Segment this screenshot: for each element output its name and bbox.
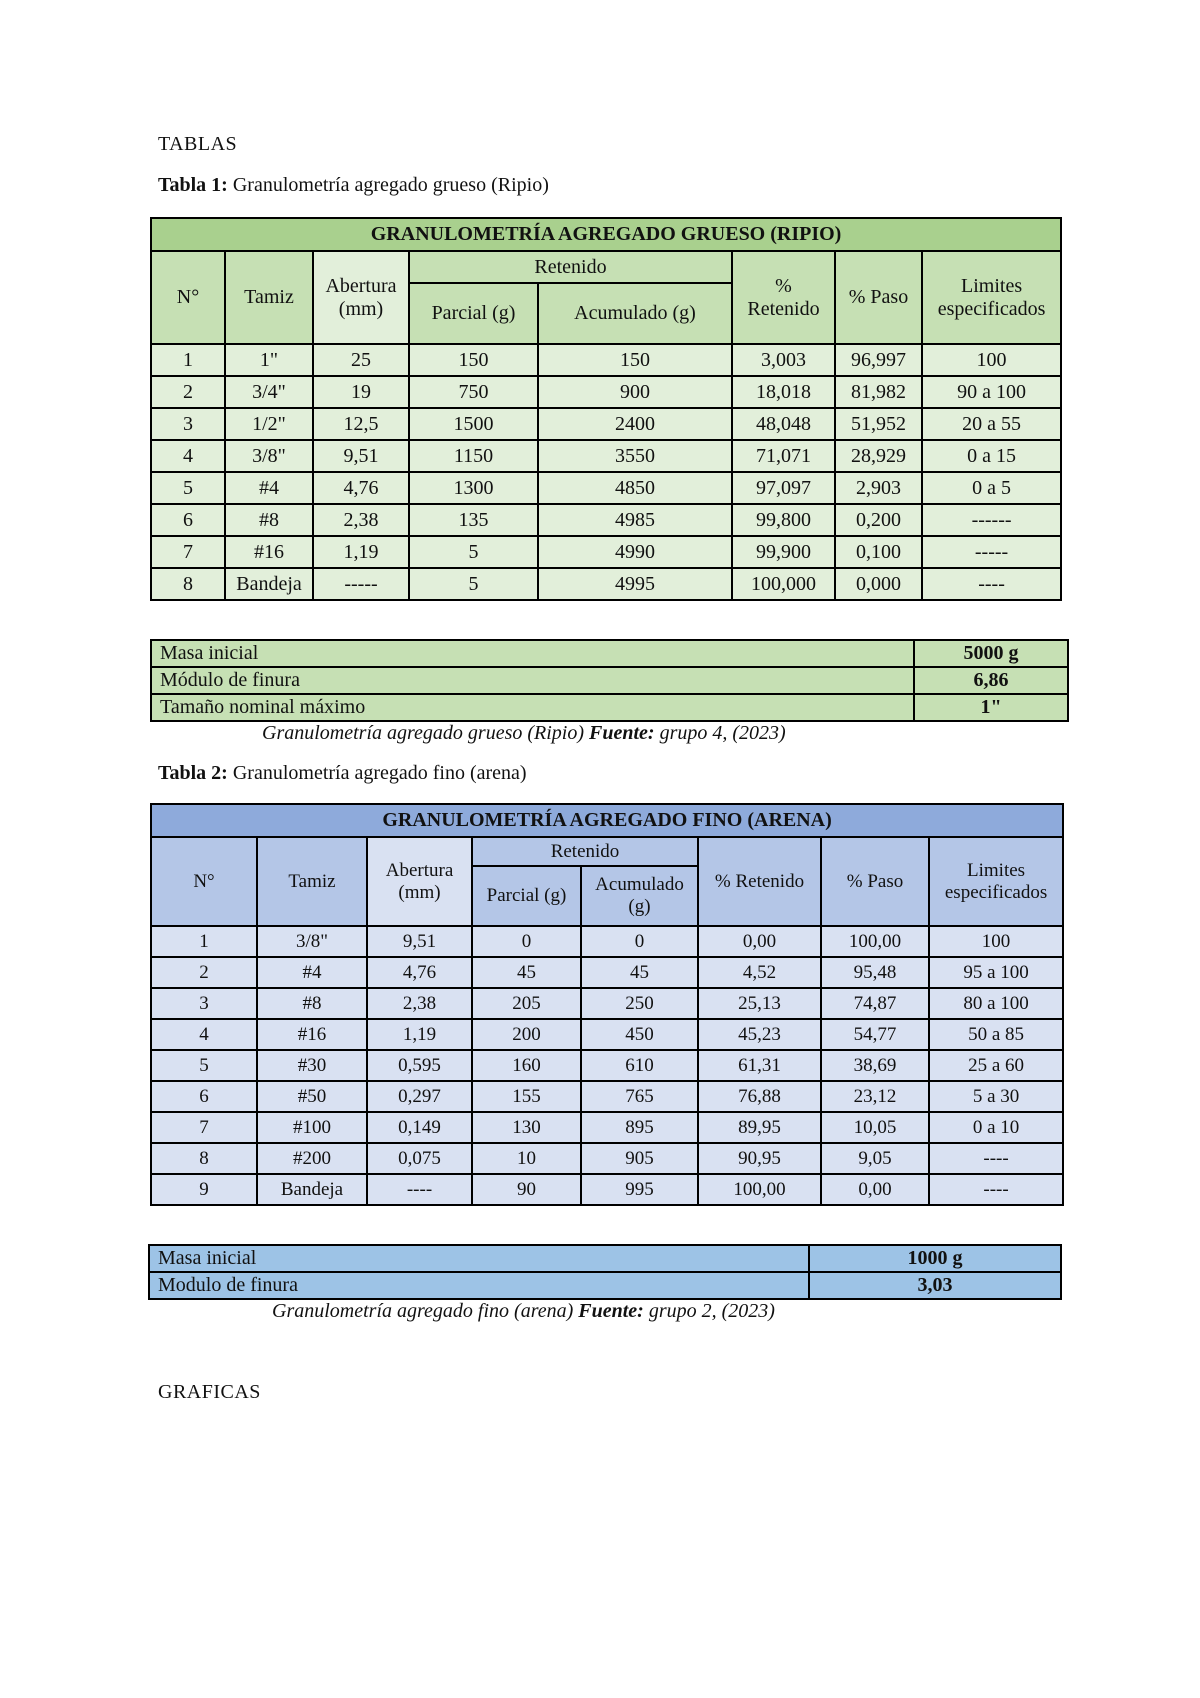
pct-paso-cell: 54,77 bbox=[821, 1019, 929, 1050]
pct-retenido-cell: 100,00 bbox=[698, 1174, 821, 1205]
pct-retenido-cell: 99,800 bbox=[732, 504, 835, 536]
header-pct-paso: % Paso bbox=[835, 251, 922, 344]
summary-row bbox=[151, 640, 1068, 667]
coarse-aggregate-table bbox=[150, 217, 1062, 601]
table2-title: GRANULOMETRÍA AGREGADO FINO (ARENA) bbox=[151, 804, 1063, 837]
limites-cell: ---- bbox=[922, 568, 1061, 600]
caption-source-label: Fuente: bbox=[578, 1300, 644, 1322]
table1-label-text: Granulometría agregado grueso (Ripio) bbox=[232, 174, 549, 196]
acumulado-cell: 450 bbox=[581, 1019, 698, 1050]
n-cell: 4 bbox=[151, 440, 225, 472]
tamiz-cell: #16 bbox=[225, 536, 313, 568]
n-cell: 3 bbox=[151, 408, 225, 440]
pct-paso-cell: 28,929 bbox=[835, 440, 922, 472]
summary-label: Módulo de finura bbox=[151, 667, 914, 694]
pct-paso-cell: 81,982 bbox=[835, 376, 922, 408]
abertura-cell: 1,19 bbox=[367, 1019, 472, 1050]
pct-retenido-cell: 0,00 bbox=[698, 926, 821, 957]
table-title-row bbox=[151, 804, 1063, 837]
parcial-cell: 750 bbox=[409, 376, 538, 408]
parcial-cell: 1500 bbox=[409, 408, 538, 440]
table1-body bbox=[151, 344, 1061, 600]
limites-cell: 0 a 10 bbox=[929, 1112, 1063, 1143]
n-cell: 2 bbox=[151, 376, 225, 408]
parcial-cell: 5 bbox=[409, 568, 538, 600]
limites-cell: 50 a 85 bbox=[929, 1019, 1063, 1050]
table-row bbox=[151, 957, 1063, 988]
pct-paso-cell: 0,200 bbox=[835, 504, 922, 536]
pct-retenido-cell: 100,000 bbox=[732, 568, 835, 600]
pct-paso-cell: 51,952 bbox=[835, 408, 922, 440]
tamiz-cell: #100 bbox=[257, 1112, 367, 1143]
limites-cell: 90 a 100 bbox=[922, 376, 1061, 408]
table-row bbox=[151, 440, 1061, 472]
table2-label-number: Tabla 2: bbox=[158, 762, 228, 784]
header-limites: Limites especificados bbox=[922, 251, 1061, 344]
acumulado-cell: 150 bbox=[538, 344, 732, 376]
limites-cell: 95 a 100 bbox=[929, 957, 1063, 988]
pct-retenido-cell: 71,071 bbox=[732, 440, 835, 472]
pct-paso-cell: 100,00 bbox=[821, 926, 929, 957]
table-row bbox=[151, 1050, 1063, 1081]
header-pct-retenido: % Retenido bbox=[732, 251, 835, 344]
tamiz-cell: #30 bbox=[257, 1050, 367, 1081]
table-row bbox=[151, 988, 1063, 1019]
pct-paso-cell: 2,903 bbox=[835, 472, 922, 504]
limites-cell: 0 a 15 bbox=[922, 440, 1061, 472]
n-cell: 8 bbox=[151, 1143, 257, 1174]
n-cell: 2 bbox=[151, 957, 257, 988]
section-heading-graficas: GRAFICAS bbox=[158, 1381, 261, 1403]
limites-cell: ------ bbox=[922, 504, 1061, 536]
table2-body bbox=[151, 926, 1063, 1205]
tamiz-cell: #50 bbox=[257, 1081, 367, 1112]
pct-paso-cell: 0,000 bbox=[835, 568, 922, 600]
acumulado-cell: 0 bbox=[581, 926, 698, 957]
caption-text: Granulometría agregado fino (arena) bbox=[272, 1300, 574, 1322]
n-cell: 6 bbox=[151, 504, 225, 536]
limites-cell: 20 a 55 bbox=[922, 408, 1061, 440]
abertura-cell: ---- bbox=[367, 1174, 472, 1205]
pct-retenido-cell: 3,003 bbox=[732, 344, 835, 376]
acumulado-cell: 250 bbox=[581, 988, 698, 1019]
tamiz-cell: 3/4" bbox=[225, 376, 313, 408]
parcial-cell: 205 bbox=[472, 988, 581, 1019]
table-row bbox=[151, 408, 1061, 440]
limites-cell: ---- bbox=[929, 1143, 1063, 1174]
header-retenido: Retenido bbox=[472, 837, 698, 866]
abertura-cell: 0,595 bbox=[367, 1050, 472, 1081]
summary-value: 1" bbox=[914, 694, 1068, 721]
abertura-cell: 1,19 bbox=[313, 536, 409, 568]
summary-label: Tamaño nominal máximo bbox=[151, 694, 914, 721]
pct-retenido-cell: 18,018 bbox=[732, 376, 835, 408]
tamiz-cell: 3/8" bbox=[225, 440, 313, 472]
parcial-cell: 1300 bbox=[409, 472, 538, 504]
acumulado-cell: 900 bbox=[538, 376, 732, 408]
coarse-summary-table bbox=[150, 639, 1069, 722]
table2-label-text: Granulometría agregado fino (arena) bbox=[232, 762, 527, 784]
pct-retenido-cell: 45,23 bbox=[698, 1019, 821, 1050]
pct-retenido-cell: 61,31 bbox=[698, 1050, 821, 1081]
acumulado-cell: 905 bbox=[581, 1143, 698, 1174]
parcial-cell: 90 bbox=[472, 1174, 581, 1205]
tamiz-cell: Bandeja bbox=[257, 1174, 367, 1205]
acumulado-cell: 995 bbox=[581, 1174, 698, 1205]
n-cell: 1 bbox=[151, 926, 257, 957]
abertura-cell: 19 bbox=[313, 376, 409, 408]
header-parcial: Parcial (g) bbox=[409, 283, 538, 344]
n-cell: 1 bbox=[151, 344, 225, 376]
n-cell: 3 bbox=[151, 988, 257, 1019]
tamiz-cell: Bandeja bbox=[225, 568, 313, 600]
limites-cell: 5 a 30 bbox=[929, 1081, 1063, 1112]
fine-aggregate-table bbox=[150, 803, 1064, 1206]
header-acumulado: Acumulado (g) bbox=[538, 283, 732, 344]
acumulado-cell: 610 bbox=[581, 1050, 698, 1081]
section-heading-tablas: TABLAS bbox=[158, 133, 238, 155]
pct-paso-cell: 96,997 bbox=[835, 344, 922, 376]
header-tamiz: Tamiz bbox=[257, 837, 367, 926]
pct-paso-cell: 10,05 bbox=[821, 1112, 929, 1143]
summary-row bbox=[149, 1272, 1061, 1299]
parcial-cell: 130 bbox=[472, 1112, 581, 1143]
summary-label: Masa inicial bbox=[149, 1245, 809, 1272]
table-row bbox=[151, 536, 1061, 568]
summary-value: 3,03 bbox=[809, 1272, 1061, 1299]
table-row bbox=[151, 926, 1063, 957]
summary-row bbox=[149, 1245, 1061, 1272]
limites-cell: ----- bbox=[922, 536, 1061, 568]
caption-source-text: grupo 4, (2023) bbox=[659, 722, 786, 744]
limites-cell: 0 a 5 bbox=[922, 472, 1061, 504]
table-header-row bbox=[151, 837, 1063, 866]
n-cell: 8 bbox=[151, 568, 225, 600]
table1-caption bbox=[262, 722, 786, 745]
pct-retenido-cell: 99,900 bbox=[732, 536, 835, 568]
pct-retenido-cell: 89,95 bbox=[698, 1112, 821, 1143]
pct-retenido-cell: 4,52 bbox=[698, 957, 821, 988]
pct-paso-cell: 23,12 bbox=[821, 1081, 929, 1112]
parcial-cell: 150 bbox=[409, 344, 538, 376]
table-row bbox=[151, 1112, 1063, 1143]
acumulado-cell: 765 bbox=[581, 1081, 698, 1112]
pct-retenido-cell: 90,95 bbox=[698, 1143, 821, 1174]
parcial-cell: 0 bbox=[472, 926, 581, 957]
abertura-cell: 0,075 bbox=[367, 1143, 472, 1174]
table2-caption bbox=[272, 1300, 775, 1323]
n-cell: 9 bbox=[151, 1174, 257, 1205]
tamiz-cell: #4 bbox=[225, 472, 313, 504]
table-row bbox=[151, 568, 1061, 600]
acumulado-cell: 2400 bbox=[538, 408, 732, 440]
tamiz-cell: 1/2" bbox=[225, 408, 313, 440]
table-title-row bbox=[151, 218, 1061, 251]
n-cell: 7 bbox=[151, 1112, 257, 1143]
table-row bbox=[151, 1081, 1063, 1112]
pct-paso-cell: 9,05 bbox=[821, 1143, 929, 1174]
abertura-cell: 9,51 bbox=[313, 440, 409, 472]
header-n: N° bbox=[151, 837, 257, 926]
acumulado-cell: 4995 bbox=[538, 568, 732, 600]
pct-retenido-cell: 97,097 bbox=[732, 472, 835, 504]
abertura-cell: 4,76 bbox=[313, 472, 409, 504]
header-parcial: Parcial (g) bbox=[472, 866, 581, 926]
table2-label bbox=[158, 762, 527, 785]
abertura-cell: 4,76 bbox=[367, 957, 472, 988]
limites-cell: 100 bbox=[929, 926, 1063, 957]
table-row bbox=[151, 1019, 1063, 1050]
abertura-cell: 0,149 bbox=[367, 1112, 472, 1143]
header-acumulado: Acumulado (g) bbox=[581, 866, 698, 926]
header-n: N° bbox=[151, 251, 225, 344]
summary-row bbox=[151, 694, 1068, 721]
tamiz-cell: #8 bbox=[257, 988, 367, 1019]
summary-value: 5000 g bbox=[914, 640, 1068, 667]
pct-paso-cell: 0,100 bbox=[835, 536, 922, 568]
acumulado-cell: 895 bbox=[581, 1112, 698, 1143]
parcial-cell: 200 bbox=[472, 1019, 581, 1050]
parcial-cell: 5 bbox=[409, 536, 538, 568]
acumulado-cell: 4990 bbox=[538, 536, 732, 568]
limites-cell: 25 a 60 bbox=[929, 1050, 1063, 1081]
header-tamiz: Tamiz bbox=[225, 251, 313, 344]
limites-cell: 80 a 100 bbox=[929, 988, 1063, 1019]
abertura-cell: 12,5 bbox=[313, 408, 409, 440]
table1-label bbox=[158, 174, 549, 197]
table-row bbox=[151, 344, 1061, 376]
pct-paso-cell: 74,87 bbox=[821, 988, 929, 1019]
header-retenido: Retenido bbox=[409, 251, 732, 283]
tamiz-cell: #4 bbox=[257, 957, 367, 988]
acumulado-cell: 45 bbox=[581, 957, 698, 988]
abertura-cell: 2,38 bbox=[313, 504, 409, 536]
tamiz-cell: 3/8" bbox=[257, 926, 367, 957]
acumulado-cell: 4850 bbox=[538, 472, 732, 504]
parcial-cell: 1150 bbox=[409, 440, 538, 472]
limites-cell: ---- bbox=[929, 1174, 1063, 1205]
limites-cell: 100 bbox=[922, 344, 1061, 376]
n-cell: 6 bbox=[151, 1081, 257, 1112]
table-row bbox=[151, 472, 1061, 504]
table1-title: GRANULOMETRÍA AGREGADO GRUESO (RIPIO) bbox=[151, 218, 1061, 251]
parcial-cell: 10 bbox=[472, 1143, 581, 1174]
summary-label: Masa inicial bbox=[151, 640, 914, 667]
summary-value: 1000 g bbox=[809, 1245, 1061, 1272]
parcial-cell: 45 bbox=[472, 957, 581, 988]
header-abertura: Abertura (mm) bbox=[367, 837, 472, 926]
caption-source-label: Fuente: bbox=[589, 722, 655, 744]
summary-row bbox=[151, 667, 1068, 694]
caption-source-text: grupo 2, (2023) bbox=[648, 1300, 775, 1322]
caption-text: Granulometría agregado grueso (Ripio) bbox=[262, 722, 585, 744]
n-cell: 7 bbox=[151, 536, 225, 568]
tamiz-cell: 1" bbox=[225, 344, 313, 376]
abertura-cell: 9,51 bbox=[367, 926, 472, 957]
acumulado-cell: 4985 bbox=[538, 504, 732, 536]
n-cell: 5 bbox=[151, 472, 225, 504]
pct-retenido-cell: 48,048 bbox=[732, 408, 835, 440]
parcial-cell: 155 bbox=[472, 1081, 581, 1112]
pct-retenido-cell: 25,13 bbox=[698, 988, 821, 1019]
table-row bbox=[151, 376, 1061, 408]
tamiz-cell: #200 bbox=[257, 1143, 367, 1174]
table-row bbox=[151, 504, 1061, 536]
abertura-cell: ----- bbox=[313, 568, 409, 600]
pct-paso-cell: 38,69 bbox=[821, 1050, 929, 1081]
table-row bbox=[151, 1174, 1063, 1205]
header-limites: Limites especificados bbox=[929, 837, 1063, 926]
pct-paso-cell: 0,00 bbox=[821, 1174, 929, 1205]
n-cell: 5 bbox=[151, 1050, 257, 1081]
pct-retenido-cell: 76,88 bbox=[698, 1081, 821, 1112]
abertura-cell: 25 bbox=[313, 344, 409, 376]
tamiz-cell: #8 bbox=[225, 504, 313, 536]
table1-label-number: Tabla 1: bbox=[158, 174, 228, 196]
tamiz-cell: #16 bbox=[257, 1019, 367, 1050]
header-pct-retenido: % Retenido bbox=[698, 837, 821, 926]
summary-label: Modulo de finura bbox=[149, 1272, 809, 1299]
parcial-cell: 160 bbox=[472, 1050, 581, 1081]
summary-value: 6,86 bbox=[914, 667, 1068, 694]
parcial-cell: 135 bbox=[409, 504, 538, 536]
abertura-cell: 0,297 bbox=[367, 1081, 472, 1112]
table-header-row bbox=[151, 251, 1061, 283]
header-abertura: Abertura (mm) bbox=[313, 251, 409, 344]
table-row bbox=[151, 1143, 1063, 1174]
pct-paso-cell: 95,48 bbox=[821, 957, 929, 988]
n-cell: 4 bbox=[151, 1019, 257, 1050]
acumulado-cell: 3550 bbox=[538, 440, 732, 472]
fine-summary-table bbox=[148, 1244, 1062, 1300]
header-pct-paso: % Paso bbox=[821, 837, 929, 926]
abertura-cell: 2,38 bbox=[367, 988, 472, 1019]
